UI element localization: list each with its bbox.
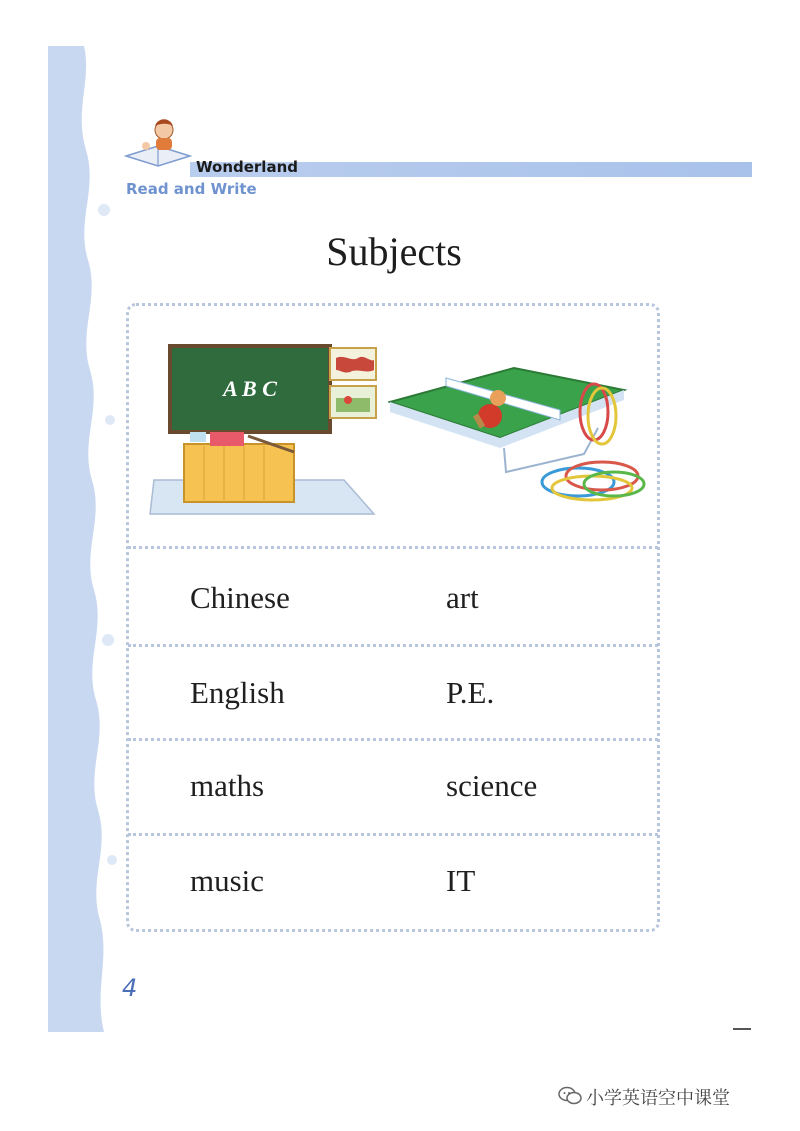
table-tennis-illustration	[388, 364, 650, 504]
subject-word: music	[190, 863, 265, 898]
decorative-wavy-strip	[0, 0, 120, 1131]
subject-word: IT	[446, 863, 476, 898]
subject-word: P.E.	[446, 675, 495, 710]
header-subtitle: Read and Write	[126, 180, 257, 198]
page-title: Subjects	[326, 229, 462, 274]
classroom-illustration	[144, 340, 384, 520]
subject-word: art	[446, 580, 479, 615]
subject-word: Chinese	[190, 580, 290, 615]
page-number: 4	[122, 974, 138, 1002]
row-divider	[128, 546, 658, 549]
wechat-icon	[558, 1086, 582, 1106]
watermark: 小学英语空中课堂	[586, 1088, 730, 1109]
subject-word: English	[190, 675, 285, 710]
subject-word: science	[446, 768, 538, 803]
row-divider	[128, 738, 658, 741]
reading-child-icon	[124, 116, 194, 172]
header-title: Wonderland	[196, 158, 298, 176]
row-divider	[128, 833, 658, 836]
row-divider	[128, 644, 658, 647]
chalkboard-text: A B C	[223, 376, 277, 401]
subject-word: maths	[190, 768, 265, 803]
corner-mark	[733, 1028, 751, 1030]
